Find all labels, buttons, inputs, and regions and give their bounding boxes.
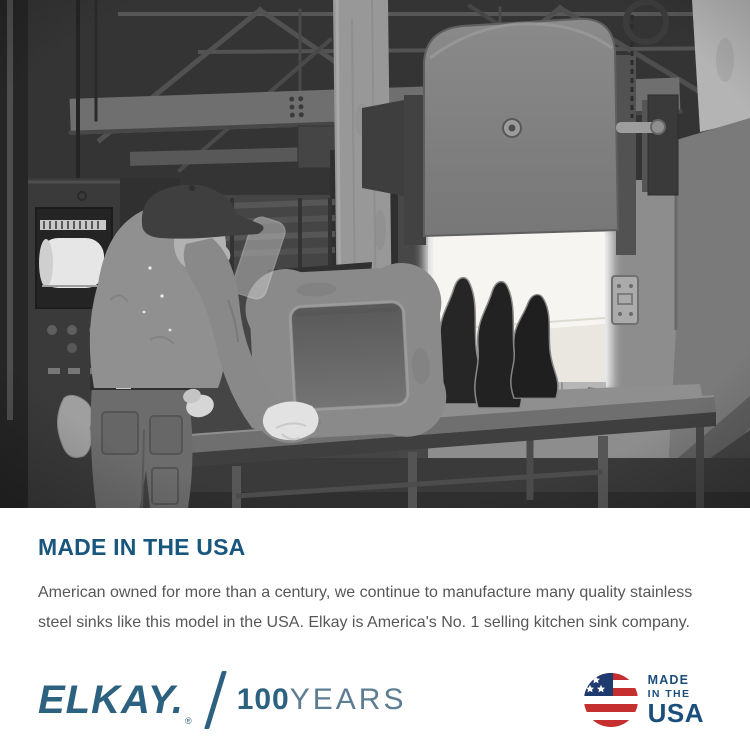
us-flag-icon bbox=[583, 672, 639, 728]
content-section bbox=[0, 534, 750, 729]
registered-trademark: ® bbox=[185, 716, 192, 726]
badge-made: MADE bbox=[647, 673, 690, 687]
body-copy: American owned for more than a century, we continue to manufacture many quality stainless steel sinks like this model in the USA. Elkay is America's No. 1 selling kitchen sink company. bbox=[38, 584, 693, 631]
logo-100: 100 bbox=[236, 683, 290, 716]
footer-row bbox=[38, 671, 712, 729]
made-in-usa-badge bbox=[583, 672, 704, 728]
elkay-100years-logo bbox=[38, 671, 406, 729]
elkay-wordmark: ELKAY. bbox=[38, 678, 185, 722]
badge-text bbox=[648, 674, 704, 726]
logo-years: YEARS bbox=[289, 683, 407, 716]
badge-in-the: IN THE bbox=[647, 687, 691, 700]
badge-usa: USA bbox=[647, 698, 704, 728]
made-in-usa-heading: MADE IN THE USA bbox=[38, 534, 246, 560]
logo-slash-divider bbox=[204, 671, 227, 729]
